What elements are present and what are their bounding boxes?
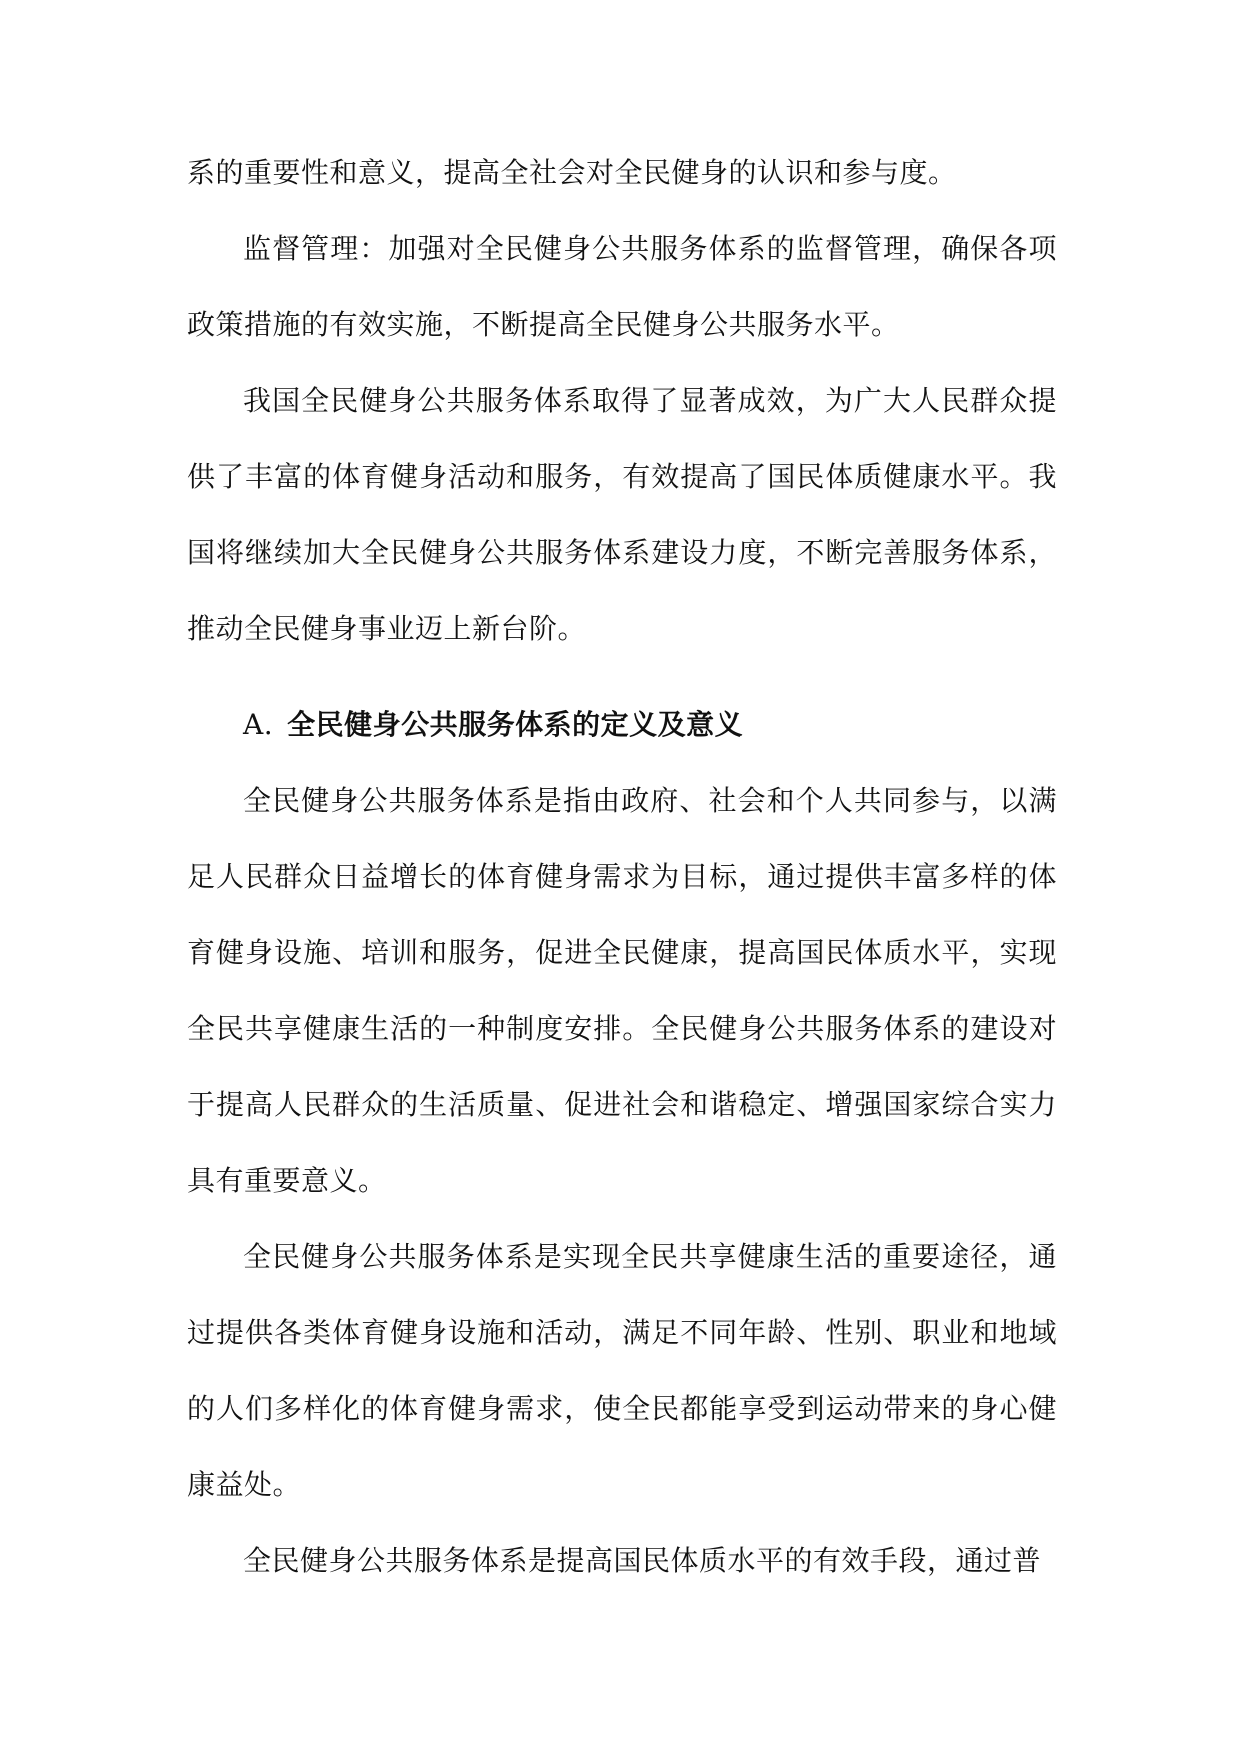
document-body — [187, 135, 1057, 1599]
section-marker: A. — [243, 708, 274, 741]
paragraph-continuation: 系的重要性和意义，提高全社会对全民健身的认识和参与度。 — [187, 156, 957, 189]
paragraph-definition: 全民健身公共服务体系是指由政府、社会和个人共同参与，以满足人民群众日益增长的体育健身需求为目标，通过提供丰富多样的体育健身设施、培训和服务，促进全民健康，提高国民体质水平，实现全民共享健康生活的一种制度安排。全民健身公共服务体系的建设对于提高人民群众的生活质量、促进社会和谐稳定、增强国家综合实力具有重要意义。 — [187, 784, 1057, 1197]
section-title: 全民健身公共服务体系的定义及意义 — [287, 708, 744, 741]
paragraph-physique: 全民健身公共服务体系是提高国民体质水平的有效手段，通过普 — [243, 1544, 1042, 1577]
paragraph-achievements: 我国全民健身公共服务体系取得了显著成效，为广大人民群众提供了丰富的体育健身活动和服务，有效提高了国民体质健康水平。我国将继续加大全民健身公共服务体系建设力度，不断完善服务体系，推动全民健身事业迈上新台阶。 — [187, 384, 1057, 645]
paragraph-supervision: 监督管理：加强对全民健身公共服务体系的监督管理，确保各项政策措施的有效实施，不断提高全民健身公共服务水平。 — [187, 232, 1057, 341]
paragraph-shared-health: 全民健身公共服务体系是实现全民共享健康生活的重要途径，通过提供各类体育健身设施和活动，满足不同年龄、性别、职业和地域的人们多样化的体育健身需求，使全民都能享受到运动带来的身心健康益处。 — [187, 1240, 1057, 1501]
section-heading — [187, 687, 1057, 763]
